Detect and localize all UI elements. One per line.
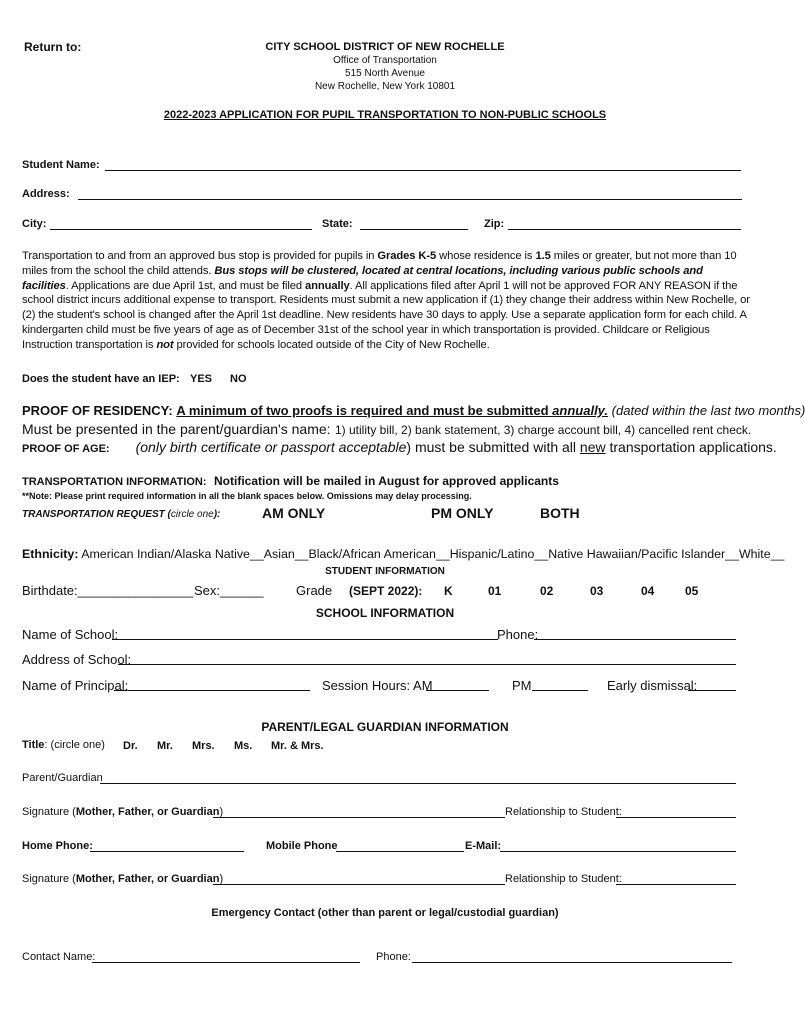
option-pm-only[interactable]: PM ONLY (431, 505, 494, 521)
signature-label-1: Signature (Mother, Father, or Guardian) (22, 806, 224, 818)
zip-field[interactable] (508, 219, 741, 230)
relationship-field-2[interactable] (616, 874, 736, 885)
city-label: City: (22, 218, 47, 230)
iep-no-option[interactable]: NO (230, 373, 247, 385)
form-title: 2022-2023 APPLICATION FOR PUPIL TRANSPORTATION TO NON-PUBLIC SCHOOLS (163, 109, 607, 121)
proof-of-residency: PROOF OF RESIDENCY: A minimum of two proofs is required and must be submitted annually. (dated within the last two months) (22, 403, 805, 418)
title-label: Title: (circle one) (22, 739, 105, 751)
state-label: State: (322, 218, 353, 230)
school-address-field[interactable] (118, 654, 736, 665)
grade-label: Grade (296, 583, 333, 598)
school-name-label: Name of School: (22, 627, 119, 642)
zip-label: Zip: (484, 218, 505, 230)
school-address-label: Address of School: (22, 652, 132, 667)
contact-phone-label: Phone: (376, 951, 411, 963)
iep-yes-option[interactable]: YES (190, 373, 213, 385)
parent-info-heading: PARENT/LEGAL GUARDIAN INFORMATION (261, 720, 509, 734)
processing-note: **Note: Please print required information in all the blank spaces below. Omissions may delay processing. (22, 491, 472, 501)
grade-option-02[interactable]: 02 (540, 584, 554, 598)
iep-question: Does the student have an IEP: (22, 373, 180, 385)
session-pm-field[interactable] (532, 680, 588, 691)
address-label: Address: (22, 188, 70, 200)
signature-label-2: Signature (Mother, Father, or Guardian) (22, 873, 224, 885)
session-am-field[interactable] (426, 680, 489, 691)
return-to-label: Return to: (24, 40, 82, 54)
proof-of-age: PROOF OF AGE: (only birth certificate or passport acceptable) must be submitted with all new transportation applications. (22, 439, 777, 455)
office-street: 515 North Avenue (345, 68, 425, 79)
grade-option-01[interactable]: 01 (488, 584, 502, 598)
relationship-field-1[interactable] (616, 807, 736, 818)
grade-option-05[interactable]: 05 (685, 584, 699, 598)
school-phone-field[interactable] (534, 629, 736, 640)
contact-name-field[interactable] (92, 952, 360, 963)
title-option-mr-mrs[interactable]: Mr. & Mrs. (271, 740, 324, 752)
school-name-field[interactable] (112, 629, 498, 640)
signature-field-1[interactable] (213, 807, 505, 818)
state-field[interactable] (360, 219, 468, 230)
city-field[interactable] (50, 219, 312, 230)
session-pm-label: PM (512, 678, 532, 693)
ethnicity-row[interactable]: Ethnicity: American Indian/Alaska Native__Asian__Black/African American__Hispanic/Latino__Native Hawaiian/Pacific Islander__White__ (22, 547, 785, 561)
title-option-mr[interactable]: Mr. (157, 740, 173, 752)
early-dismissal-label: Early dismissal: (607, 678, 698, 693)
residency-documents: Must be presented in the parent/guardian's name: 1) utility bill, 2) bank statement, 3) charge account bill, 4) cancelled rent check. (22, 421, 752, 437)
contact-name-label: Contact Name: (22, 951, 96, 963)
home-phone-label: Home Phone: (22, 840, 93, 852)
title-option-ms[interactable]: Ms. (234, 740, 253, 752)
email-label: E-Mail: (465, 840, 502, 852)
school-info-heading: SCHOOL INFORMATION (315, 606, 455, 620)
sex-field[interactable]: Sex:______ (194, 583, 264, 598)
emergency-contact-heading: Emergency Contact (other than parent or legal/custodial guardian) (211, 907, 559, 919)
mobile-phone-label: Mobile Phone (266, 840, 338, 852)
parent-guardian-field[interactable] (100, 773, 736, 784)
option-am-only[interactable]: AM ONLY (262, 505, 326, 521)
student-info-heading: STUDENT INFORMATION (325, 566, 445, 577)
birthdate-field[interactable]: Birthdate:________________ (22, 583, 194, 598)
office-name: Office of Transportation (333, 55, 437, 66)
transportation-info-label: TRANSPORTATION INFORMATION: (22, 476, 207, 488)
relationship-label-1: Relationship to Student: (505, 806, 622, 818)
email-field[interactable] (500, 841, 736, 852)
student-name-label: Student Name: (22, 159, 100, 171)
notification-text: Notification will be mailed in August for approved applicants (214, 474, 559, 488)
option-both[interactable]: BOTH (540, 505, 580, 521)
session-hours-label: Session Hours: AM (322, 678, 433, 693)
transportation-policy: Transportation to and from an approved bus stop is provided for pupils in Grades K-5 whose residence is 1.5 miles or greater, but not more than 10 miles from the school the child attends. Bus stops will be clustered, located at central locations, including various public schools and facilities. Applications are due April 1st, and must be filed annually. All applications filed after April 1 will not be approved FOR ANY REASON if the school district incurs additional expense to transport. Residents must submit a new application if (1) they change their address within New Rochelle, or (2) the student's school is changed after the April 1st deadline. New residents have 30 days to apply. Use a separate application form for each child. A kindergarten child must be five years of age as of December 31st of the school year in which transportation is provided. Childcare or Religious Instruction transportation is not provided for schools located outside of the City of New Rochelle. (22, 250, 750, 351)
parent-guardian-label: Parent/Guardian (22, 772, 103, 784)
grade-option-03[interactable]: 03 (590, 584, 604, 598)
contact-phone-field[interactable] (412, 952, 732, 963)
signature-field-2[interactable] (213, 874, 505, 885)
transportation-request-label: TRANSPORTATION REQUEST (circle one): (22, 509, 221, 520)
relationship-label-2: Relationship to Student: (505, 873, 622, 885)
school-phone-label: Phone: (497, 627, 539, 642)
principal-label: Name of Principal: (22, 678, 129, 693)
early-dismissal-field[interactable] (688, 680, 736, 691)
office-city: New Rochelle, New York 10801 (314, 81, 456, 92)
address-field[interactable] (78, 189, 742, 200)
grade-option-k[interactable]: K (444, 584, 453, 598)
student-name-field[interactable] (105, 160, 741, 171)
title-option-dr[interactable]: Dr. (123, 740, 138, 752)
title-option-mrs[interactable]: Mrs. (192, 740, 215, 752)
mobile-phone-field[interactable] (336, 841, 464, 852)
home-phone-field[interactable] (90, 841, 244, 852)
grade-option-04[interactable]: 04 (641, 584, 655, 598)
district-name: CITY SCHOOL DISTRICT OF NEW ROCHELLE (265, 41, 505, 53)
grade-sept-label: (SEPT 2022): (349, 584, 423, 598)
principal-field[interactable] (114, 680, 310, 691)
